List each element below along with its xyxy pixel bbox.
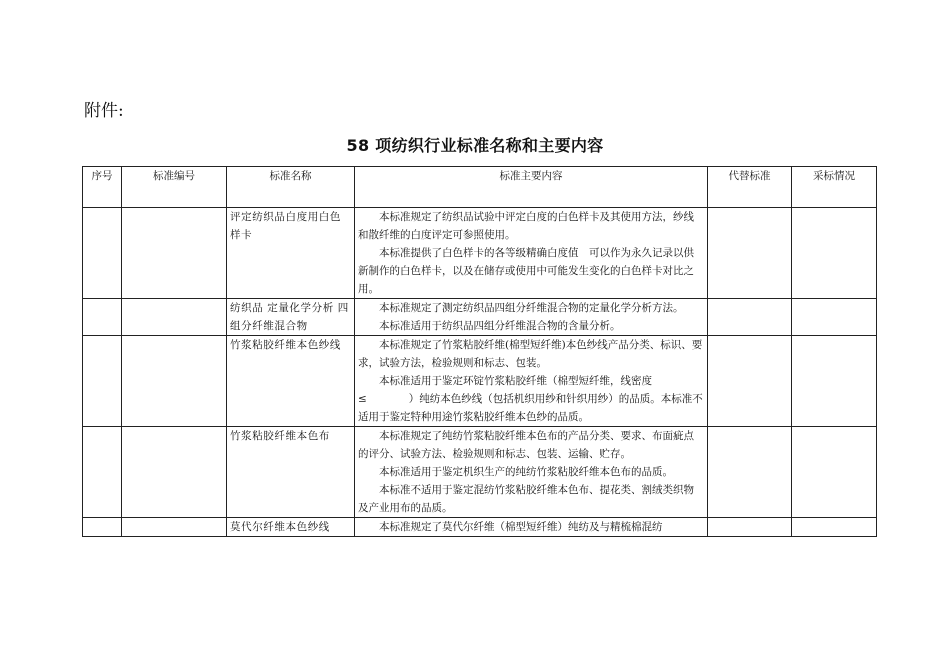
- cell-name: 竹浆粘胶纤维本色纱线: [227, 336, 355, 427]
- cell-replace: [708, 518, 792, 537]
- cell-adopt: [792, 299, 877, 336]
- cell-content: [355, 427, 708, 518]
- cell-code: [122, 427, 227, 518]
- cell-adopt: [792, 427, 877, 518]
- cell-name: 纺织品 定量化学分析 四组分纤维混合物: [227, 299, 355, 336]
- content-paragraph: 本标准提供了白色样卡的各等级精确白度值 可以作为永久记录以供新制作的白色样卡，以及在储存或使用中可能发生变化的白色样卡对比之用。: [358, 247, 694, 295]
- header-replace: 代替标准: [708, 167, 792, 208]
- attachment-label: 附件:: [84, 101, 124, 121]
- content-paragraph: 本标准适用于鉴定机织生产的纯纺竹浆粘胶纤维本色布的品质。: [379, 466, 673, 478]
- cell-name: 竹浆粘胶纤维本色布: [227, 427, 355, 518]
- standards-table: [82, 166, 877, 537]
- content-paragraph: 本标准规定了测定纺织品四组分纤维混合物的定量化学分析方法。: [379, 302, 684, 314]
- cell-seq: [83, 427, 122, 518]
- cell-content: [355, 208, 708, 299]
- cell-content: [355, 336, 708, 427]
- document-title: 58 项纺织行业标准名称和主要内容: [346, 136, 604, 155]
- table-row: [83, 336, 877, 427]
- cell-replace: [708, 208, 792, 299]
- cell-seq: [83, 336, 122, 427]
- cell-adopt: [792, 518, 877, 537]
- table-row: [83, 208, 877, 299]
- cell-code: [122, 208, 227, 299]
- table-row: [83, 518, 877, 537]
- cell-code: [122, 518, 227, 537]
- cell-content: [355, 299, 708, 336]
- content-paragraph: 本标准规定了纯纺竹浆粘胶纤维本色布的产品分类、要求、布面疵点的评分、试验方法、检验规则和标志、包装、运输、贮存。: [358, 430, 694, 460]
- cell-code: [122, 299, 227, 336]
- content-paragraph: 本标准规定了莫代尔纤维（棉型短纤维）纯纺及与精梳棉混纺: [379, 521, 663, 533]
- header-adopt: 采标情况: [792, 167, 877, 208]
- content-paragraph: 本标准规定了竹浆粘胶纤维(棉型短纤维)本色纱线产品分类、标识、要求，试验方法，检验规则和标志、包装。: [358, 339, 703, 369]
- cell-code: [122, 336, 227, 427]
- header-content: 标准主要内容: [355, 167, 708, 208]
- header-seq: 序号: [83, 167, 122, 208]
- cell-seq: [83, 208, 122, 299]
- content-paragraph: 本标准适用于鉴定环锭竹浆粘胶纤维（棉型短纤维，线密度≤ ）纯纺本色纱线（包括机织用纱和针织用纱）的品质。本标准不适用于鉴定特种用途竹浆粘胶纤维本色纱的品质。: [358, 375, 703, 423]
- header-code: 标准编号: [122, 167, 227, 208]
- cell-content: [355, 518, 708, 537]
- cell-adopt: [792, 208, 877, 299]
- content-paragraph: 本标准不适用于鉴定混纺竹浆粘胶纤维本色布、提花类、割绒类织物及产业用布的品质。: [358, 484, 694, 514]
- cell-seq: [83, 299, 122, 336]
- cell-name: 莫代尔纤维本色纱线: [227, 518, 355, 537]
- cell-adopt: [792, 336, 877, 427]
- cell-seq: [83, 518, 122, 537]
- table-header-row: [83, 167, 877, 208]
- table-row: [83, 427, 877, 518]
- content-paragraph: 本标准适用于纺织品四组分纤维混合物的含量分析。: [379, 320, 621, 332]
- content-paragraph: 本标准规定了纺织品试验中评定白度的白色样卡及其使用方法，纱线和散纤维的白度评定可参照使用。: [358, 211, 694, 241]
- cell-name: 评定纺织品白度用白色样卡: [227, 208, 355, 299]
- table-row: [83, 299, 877, 336]
- cell-replace: [708, 336, 792, 427]
- cell-replace: [708, 427, 792, 518]
- header-name: 标准名称: [227, 167, 355, 208]
- cell-replace: [708, 299, 792, 336]
